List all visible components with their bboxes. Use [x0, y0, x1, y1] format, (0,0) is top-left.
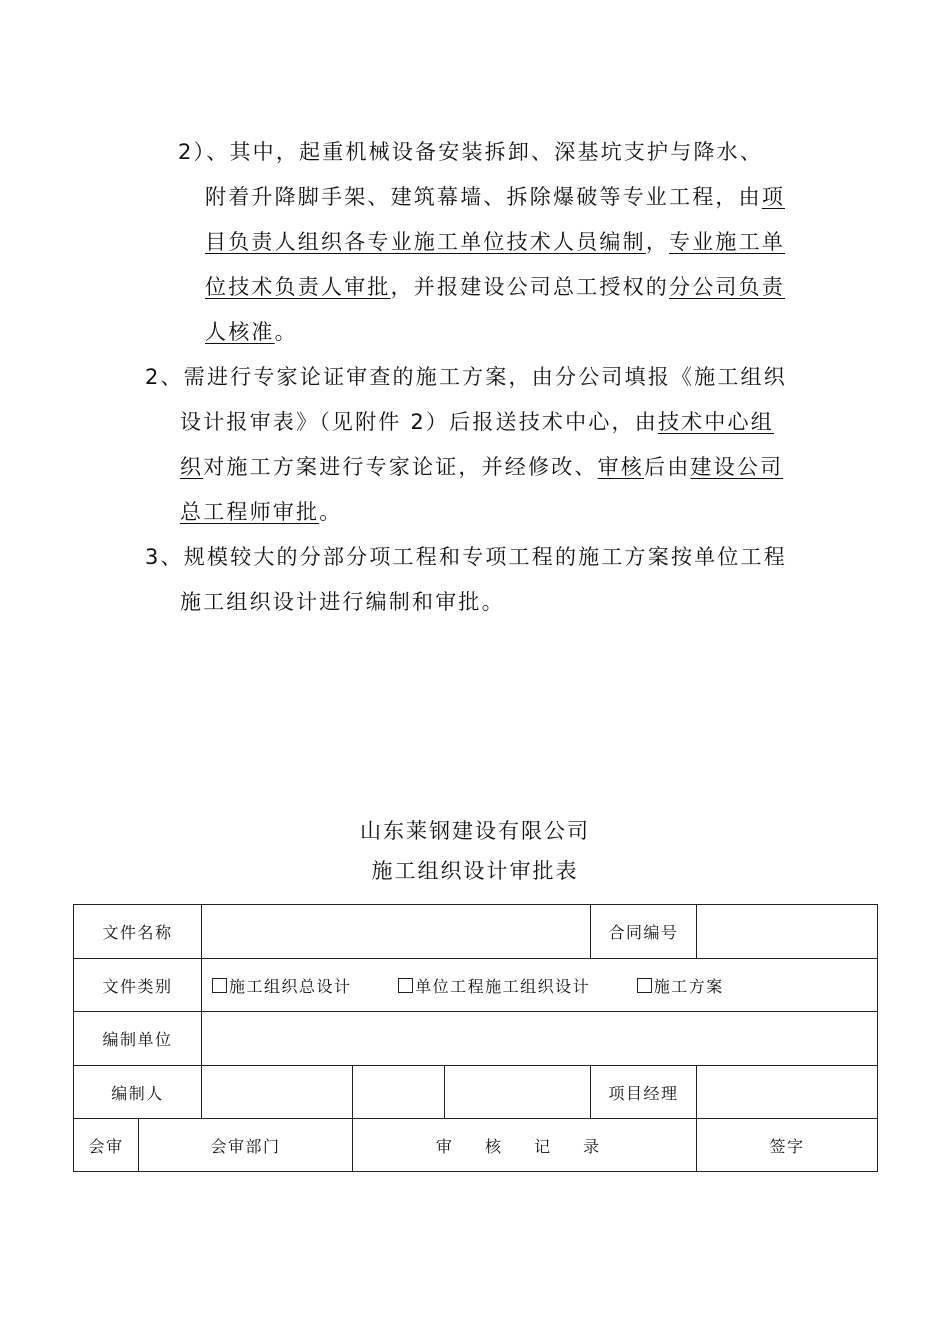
checkbox-icon[interactable] [212, 978, 227, 993]
item2-line1: 2、需进行专家论证审查的施工方案，由分公司填报《施工组织 [145, 365, 787, 389]
text-segment: 附着升降脚手架、建筑幕墙、拆除爆破等专业工程，由 [205, 185, 762, 209]
form-title: 施工组织设计审批表 [371, 859, 579, 883]
item2-sub-line2 [205, 182, 785, 212]
underlined-segment: 位技术负责人审批 [205, 275, 391, 299]
underlined-segment: 人核准 [205, 320, 275, 344]
underlined-segment: 审核 [597, 455, 645, 479]
underlined-segment: 项 [761, 185, 786, 209]
checkbox-icon[interactable] [398, 978, 413, 993]
text-segment: 对施工方案进行专家论证，并经修改、 [203, 455, 598, 479]
underlined-segment: 总工程师审批 [180, 500, 320, 524]
item2-sub-line4 [205, 272, 785, 302]
item2-line3 [180, 452, 783, 482]
item2-sub-line3 [205, 227, 785, 257]
underlined-segment: 目负责人组织各专业施工单位技术人员编制 [205, 230, 646, 254]
table-row [74, 959, 878, 1012]
author-field-2[interactable] [353, 1066, 445, 1119]
underlined-segment: 专业施工单 [669, 230, 786, 254]
option-label: 施工方案 [653, 976, 724, 996]
text-segment: 后由 [644, 455, 691, 479]
table-row [74, 1119, 878, 1172]
option-unit-design[interactable] [398, 974, 590, 997]
item2-line2 [180, 407, 774, 437]
review-label: 会审 [74, 1119, 139, 1172]
file-name-field[interactable] [202, 905, 591, 959]
underlined-segment: 织 [180, 455, 204, 479]
unit-label: 编制单位 [74, 1012, 202, 1066]
sign-label: 签字 [697, 1119, 878, 1172]
dept-label: 会审部门 [139, 1119, 353, 1172]
option-construction-plan[interactable] [637, 974, 724, 997]
option-overall-design[interactable] [212, 974, 352, 997]
author-field[interactable] [202, 1066, 353, 1119]
item2-line4 [180, 497, 342, 527]
text-segment: ，并报建设公司总工授权的 [390, 275, 670, 299]
table-row [74, 1012, 878, 1066]
author-label: 编制人 [74, 1066, 202, 1119]
pm-field[interactable] [697, 1066, 878, 1119]
company-title: 山东莱钢建设有限公司 [360, 819, 590, 843]
item3-line2: 施工组织设计进行编制和审批。 [180, 590, 505, 614]
option-label: 单位工程施工组织设计 [415, 976, 591, 996]
contract-no-field[interactable] [697, 905, 878, 959]
text-segment: 设计报审表》（见附件 2）后报送技术中心，由 [180, 410, 658, 434]
file-type-options [202, 959, 878, 1012]
item2-sub-line1: 2）、其中，起重机械设备安装拆卸、深基坑支护与降水、 [178, 140, 764, 164]
text-segment: 。 [274, 320, 298, 344]
item3-line1: 3、规模较大的分部分项工程和专项工程的施工方案按单位工程 [145, 545, 787, 569]
unit-field[interactable] [202, 1012, 878, 1066]
text-segment: ， [645, 230, 670, 254]
table-row [74, 905, 878, 959]
underlined-segment: 分公司负责 [669, 275, 786, 299]
underlined-segment: 建设公司 [690, 455, 784, 479]
author-field-3[interactable] [445, 1066, 591, 1119]
item2-sub-line5 [205, 317, 298, 347]
text-segment: 。 [319, 500, 343, 524]
pm-label: 项目经理 [591, 1066, 697, 1119]
underlined-segment: 技术中心组 [657, 410, 774, 434]
checkbox-icon[interactable] [637, 978, 652, 993]
contract-no-label: 合同编号 [591, 905, 697, 959]
table-row [74, 1066, 878, 1119]
record-label: 审 核 记 录 [353, 1119, 697, 1172]
file-name-label: 文件名称 [74, 905, 202, 959]
file-type-label: 文件类别 [74, 959, 202, 1012]
approval-form-table [73, 904, 878, 1172]
option-label: 施工组织总设计 [229, 976, 352, 996]
